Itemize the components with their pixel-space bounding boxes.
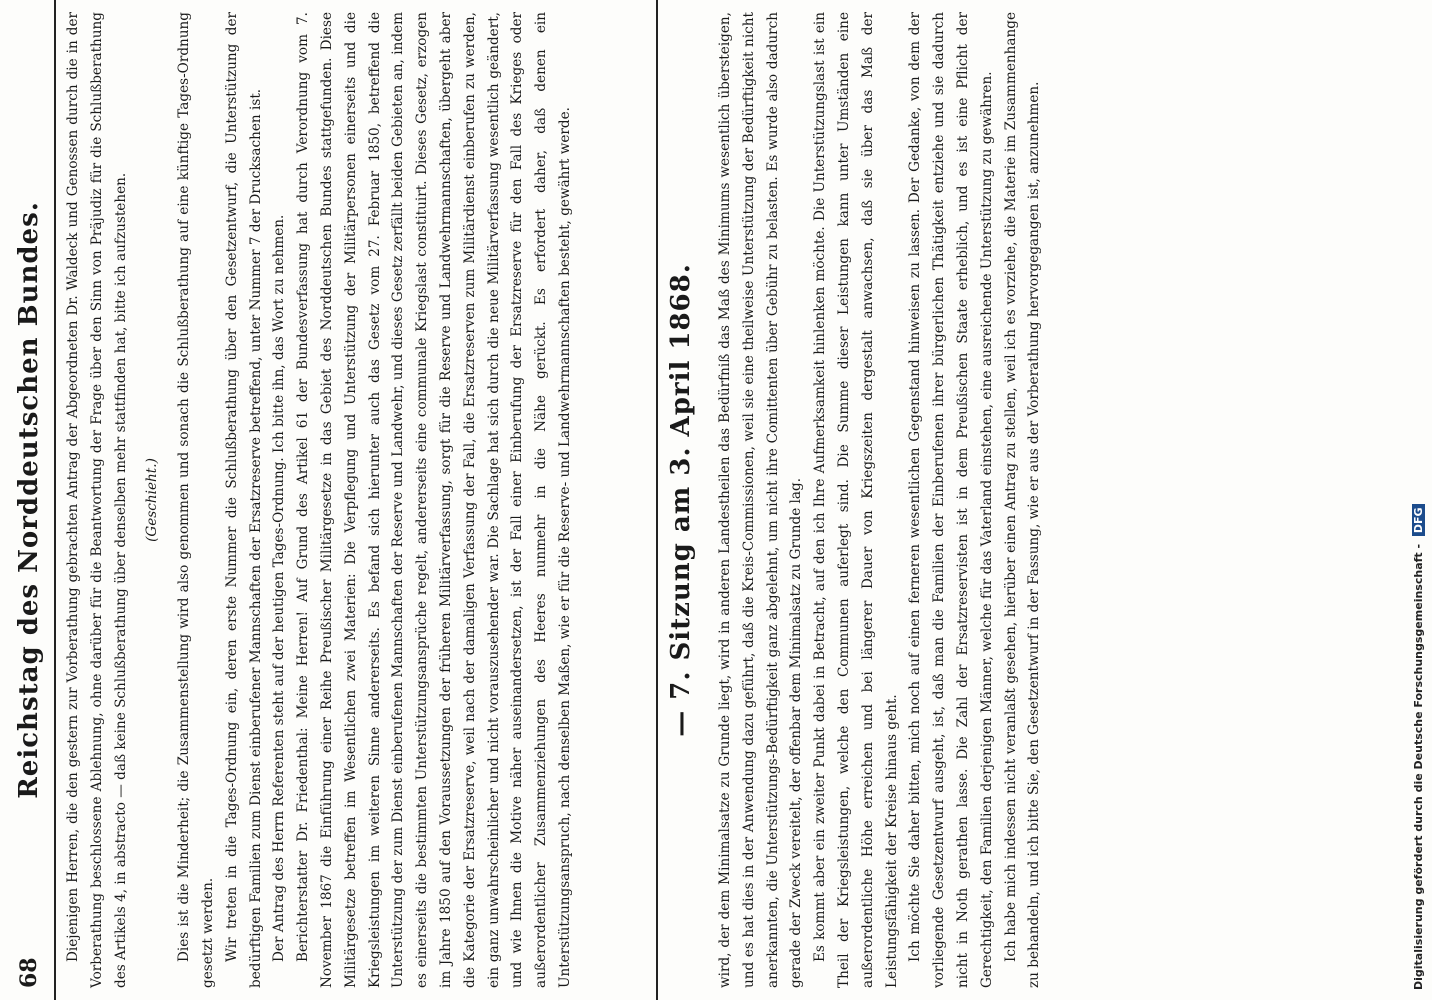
rotated-sheet: [6, 0, 1358, 1000]
left-page-column: [62, 12, 573, 988]
credit-text: Digitalisierung gefördert durch die Deutsche Forschungsgemeinschaft -: [1412, 543, 1425, 990]
paragraph: Dies ist die Minderheit; die Zusammenstellung wird also genommen und sonach die Schlußberathung auf eine künftige Tages-Ordnung gesetzt werden.: [176, 12, 216, 988]
paragraph: wird, der dem Minimalsatze zu Grunde liegt, wird in anderen Landestheilen das Bedürfniß das Maß des Minimums wesentlich übersteigen, und es hat dies in der Anwendung dazu geführt, daß die Kreis-Commissionen, weil sie eine theilweise Unterstützung der Bedürftigkeit nicht anerkannten, die Unterstützungs-Bedürftigkeit ganz abgelehnt, um nicht ihre Comittenten über Gebühr zu belasten. Es wurde also dadurch gerade der Zweck vereitelt, der offenbar dem Minimalsatz zu Grunde lag.: [717, 12, 805, 988]
paragraph: Diejenigen Herren, die den gestern zur Vorberathung gebrachten Antrag der Abgeordneten Dr. Waldeck und Genossen durch die in der Vorberathung beschlossene Ablehnung, ohne darüber für die Beantwortung der Frage über den Sinn von Präjudiz für die Schlußberathung des Artikels 4, in abstracto — daß keine Schlußberathung über denselben mehr stattfinden hat, bitte ich aufzustehen.: [65, 12, 129, 988]
paragraph: Ich habe mich indessen nicht veranlaßt gesehen, hierüber einen Antrag zu stellen, weil ich es vorziehe, die Materie im Zusammenhange zu behandeln, und ich bitte Sie, den Gesetzentwurf in der Fassung, wie er aus der Vorberathung hervorgegangen ist, anzunehmen.: [1002, 12, 1043, 988]
paragraph: Berichterstatter Dr. Friedenthal: Meine Herren! Auf Grund des Artikel 61 der Bundesverfassung hat durch Verordnung vom 7. November 1867 die Einführung einer Reihe Preußischer Militärgesetze in das Gebiet des Norddeutschen Bundes stattgefunden. Diese Militärgesetze betreffen im Wesentlichen zwei Materien: Die Verpflegung und Unterstützung der Militärpersonen einerseits und die Kriegsleistungen im weiteren Sinne andererseits. Es befand sich hierunter auch das Gesetz vom 27. Februar 1850, betreffend die Unterstützung der zum Dienst einberufenen Mannschaften der Reserve und Landwehr, und dieses Gesetz zerfällt beiden Gebieten an, indem es einerseits die bestimmten Unterstützungsansprüche regelt, andererseits eine communale Kriegslast constituirt. Dieses Gesetz, erzogen im Jahre 1850 auf den Voraussetzungen der früheren Militärverfassung, sorgt für die Reserve und Landwehrmannschaften, übergeht aber die Kategorie der Ersatzreserve, weil nach der damaligen Verfassung der Fall, die Ersatzreserven zum Militärdienst einberufen zu werden, ein ganz unwahrscheinlicher und nicht vorauszusehender war. Die Sachlage hat sich durch die neue Militärverfassung wesentlich geändert, und wie Ihnen die Motive näher auseinandersetzen, ist der Fall einer Einberufung der Ersatzreserve für den Fall des Krieges oder außerordentlicher Zusammenziehungen des Heeres nunmehr in die Nähe gerückt. Es erfordert daher, daß denen ein Unterstützungsanspruch, nach denselben Maßen, wie er für die Reserve- und Landwehrmannschaften besteht, gewährt werde.: [295, 12, 573, 988]
running-head-right: [656, 0, 698, 1000]
digitization-credit: [1412, 30, 1425, 990]
session-heading: — 7. Sitzung am 3. April 1868.: [666, 263, 696, 737]
running-head-left: [6, 0, 56, 1000]
dfg-logo: DFG: [1412, 504, 1425, 536]
paragraph: Wir treten in die Tages-Ordnung ein, deren erste Nummer die Schlußberathung über den Gesetzentwurf, die Unterstützung der bedürftigen Familien zum Dienst einberufener Mannschaften der Ersatzreserve betreffend, unter Nummer 7 der Drucksachen ist.: [223, 12, 264, 988]
stage-direction: (Geschieht.): [144, 458, 161, 542]
paragraph: Ich möchte Sie daher bitten, mich noch auf einen ferneren wesentlichen Gegenstand hinweisen zu lassen. Der Gedanke, von dem der vorliegende Gesetzentwurf ausgeht, ist, daß man die Familien der Einberufenen ihrer bürgerlichen Thätigkeit entziehe und sie dadurch nicht in Noth gerathen lasse. Die Zahl der Ersatzreservisten ist in dem Preußischen Staate erheblich, und es ist eine Pflicht der Gerechtigkeit, den Familien derjenigen Männer, welche für das Vaterland einstehen, eine ausreichende Unterstützung zu gewähren.: [907, 12, 995, 988]
paragraph: Es kommt aber ein zweiter Punkt dabei in Betracht, auf den ich Ihre Aufmerksamkeit hinlenken möchte. Die Unterstützungslast ist ein Theil der Kriegsleistungen, welche den Communen auferlegt sind. Die Summe dieser Leistungen kann unter Umständen eine außerordentliche Höhe erreichen und bei längerer Dauer von Kriegszeiten dergestalt anwachsen, daß sie über das Maß der Leistungsfähigkeit der Kreise hinaus geht.: [812, 12, 900, 988]
page-number: 68: [16, 957, 42, 988]
right-page-column: [714, 12, 1354, 988]
paragraph: Der Antrag des Herrn Referenten steht auf der heutigen Tages-Ordnung. Ich bitte ihn, das Wort zu nehmen.: [271, 214, 288, 962]
running-head-title: Reichstag des Norddeutschen Bundes.: [14, 201, 44, 799]
